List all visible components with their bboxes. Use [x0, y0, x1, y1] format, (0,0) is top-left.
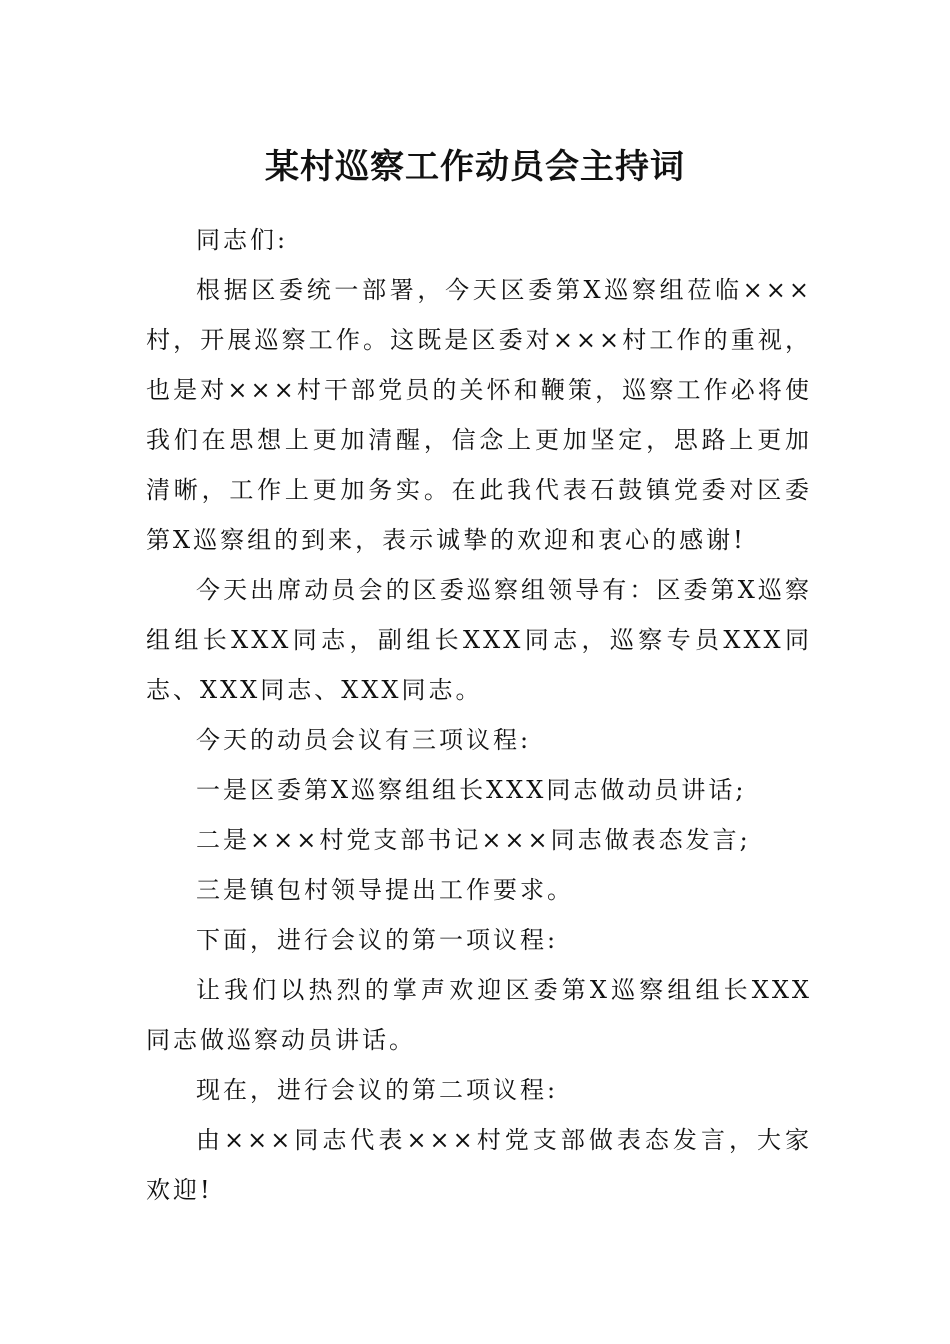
paragraph-second-item-detail: 由×××同志代表×××村党支部做表态发言，大家欢迎! — [146, 1126, 812, 1204]
paragraph-agenda-intro: 今天的动员会议有三项议程: — [196, 726, 532, 754]
paragraph-first-item: 下面，进行会议的第一项议程: — [196, 926, 559, 954]
paragraph-first-item-detail: 让我们以热烈的掌声欢迎区委第X巡察组组长XXX同志做巡察动员讲话。 — [146, 976, 812, 1054]
document-body — [146, 215, 812, 1215]
document-title: 某村巡察工作动员会主持词 — [265, 147, 685, 187]
paragraph-agenda-item-2: 二是×××村党支部书记×××同志做表态发言; — [196, 826, 751, 854]
paragraph-second-item: 现在，进行会议的第二项议程: — [196, 1076, 559, 1104]
paragraph-salutation: 同志们: — [196, 226, 289, 254]
paragraph-agenda-item-1: 一是区委第X巡察组组长XXX同志做动员讲话; — [196, 776, 747, 804]
paragraph-attendees: 今天出席动员会的区委巡察组领导有：区委第X巡察组组长XXX同志，副组长XXX同志，巡察专员XXX同志、XXX同志、XXX同志。 — [146, 576, 812, 704]
paragraph-agenda-item-3: 三是镇包村领导提出工作要求。 — [196, 876, 574, 904]
paragraph-opening: 根据区委统一部署，今天区委第X巡察组莅临×××村，开展巡察工作。这既是区委对×××村工作的重视，也是对×××村干部党员的关怀和鞭策，巡察工作必将使我们在思想上更加清醒，信念上更加坚定，思路上更加清晰，工作上更加务实。在此我代表石鼓镇党委对区委第X巡察组的到来，表示诚挚的欢迎和衷心的感谢! — [146, 276, 812, 554]
